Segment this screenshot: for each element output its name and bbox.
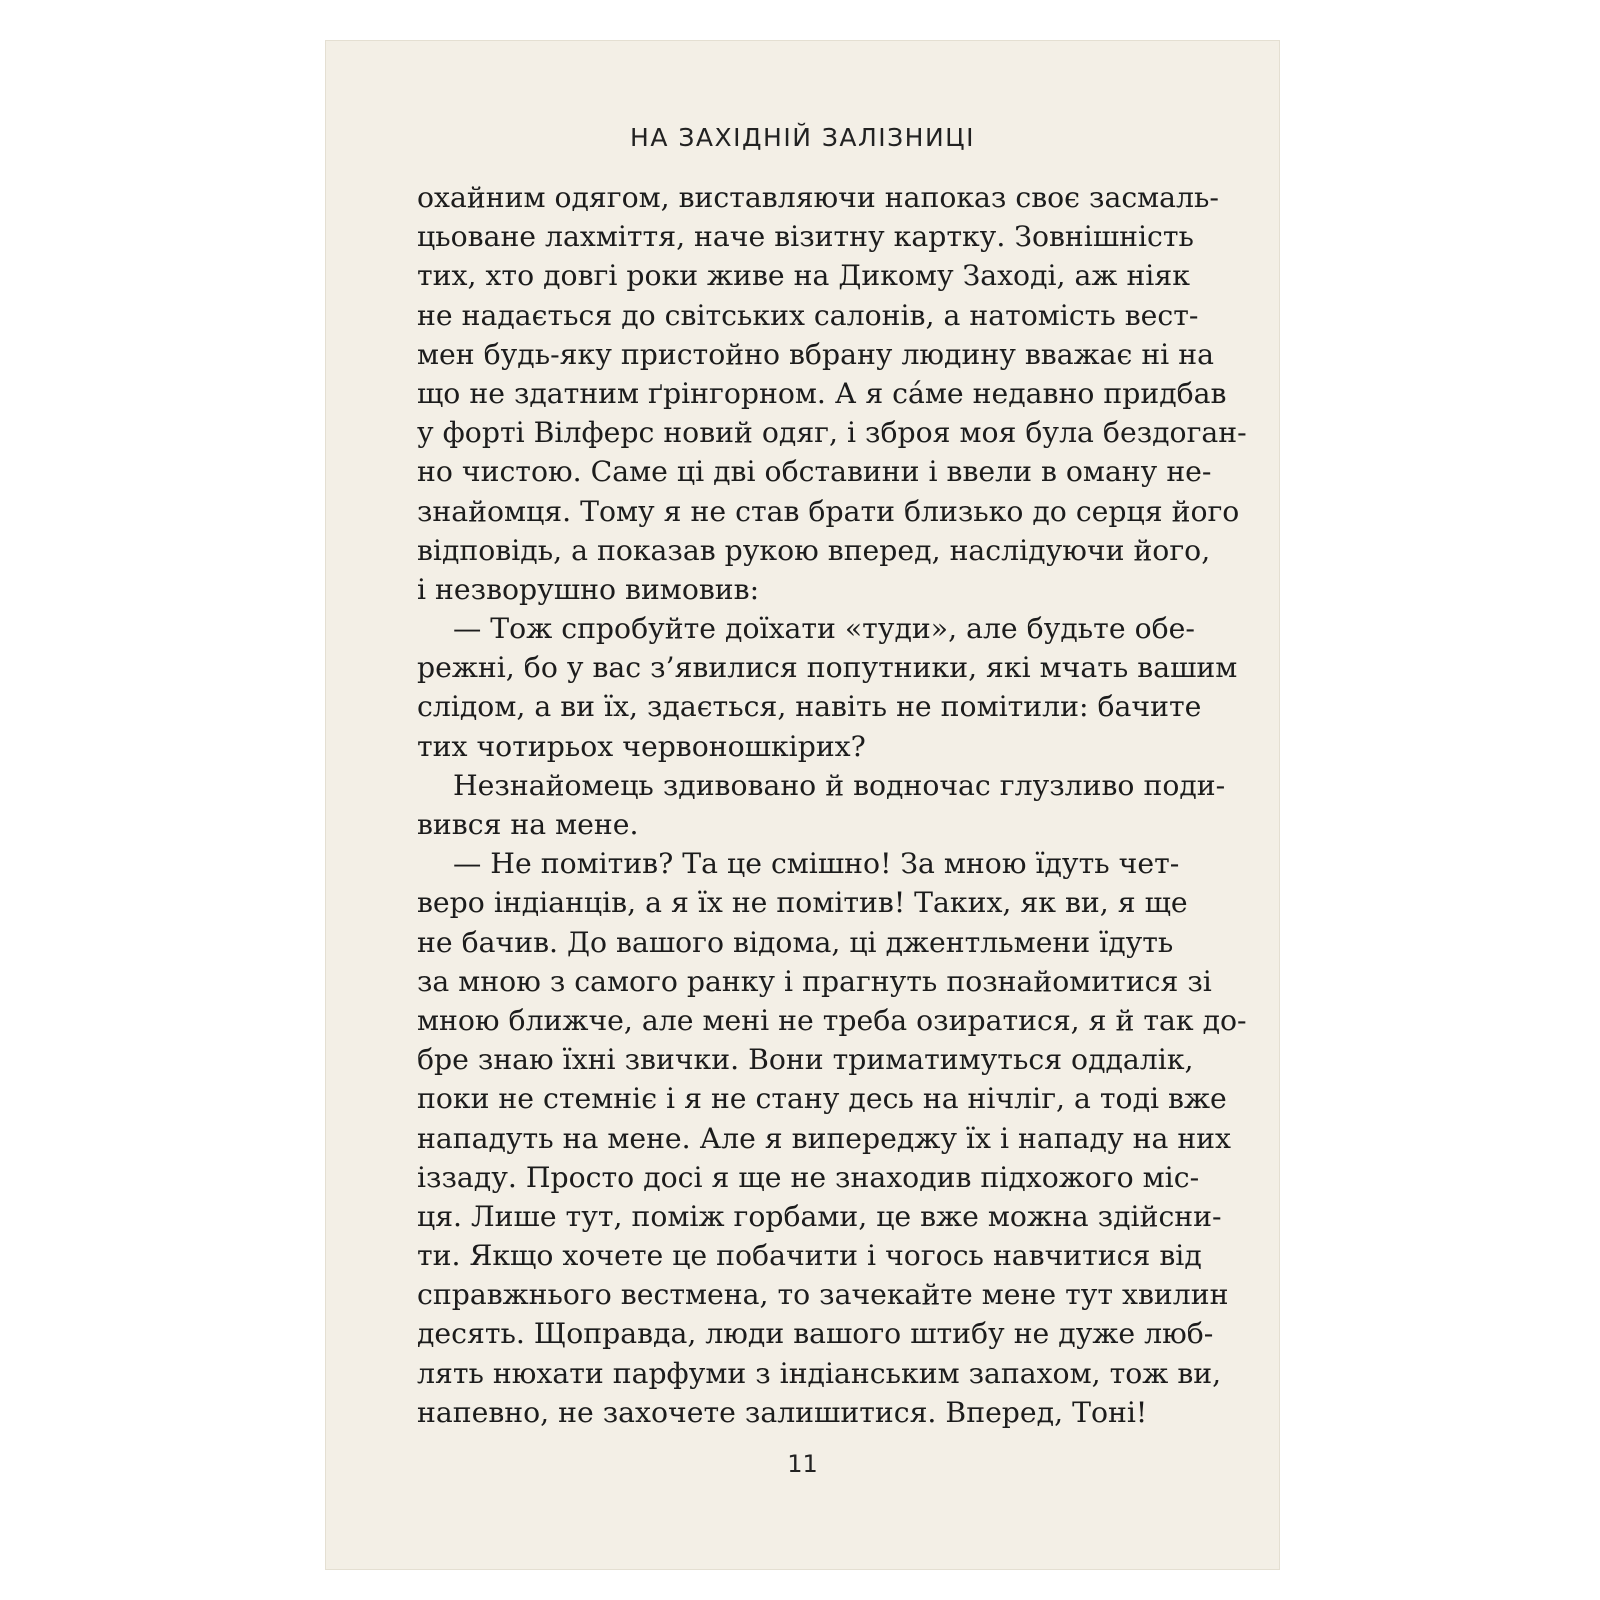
- text-line: відповідь, а показав рукою вперед, наслідуючи його,: [417, 533, 1211, 567]
- text-line: охайним одягом, виставляючи напоказ своє засмаль-: [417, 181, 1219, 214]
- text-line: лять нюхати парфуми з індіанським запахом, тож ви,: [417, 1356, 1222, 1390]
- text-line: нападуть на мене. Але я випереджу їх і нападу на них: [417, 1121, 1231, 1155]
- dialogue-line: — Не помітив? Та це смішно! За мною їдуть чет-: [453, 847, 1180, 881]
- text-line: і незворушно вимовив:: [417, 572, 760, 606]
- text-line: що не здатним ґрінгорном. А я са́ме недавно придбав: [417, 376, 1227, 410]
- text-line: бре знаю їхні звички. Вони триматимуться оддалік,: [417, 1043, 1194, 1077]
- text-line: но чистою. Саме ці дві обставини і ввели в оману не-: [417, 455, 1212, 489]
- text-line: знайомця. Тому я не став брати близько до серця його: [417, 494, 1240, 528]
- text-line: режні, бо у вас з’явилися попутники, які мчать вашим: [417, 651, 1238, 685]
- text-line: цьоване лахміття, наче візитну картку. Зовнішність: [417, 220, 1194, 254]
- text-line: десять. Щоправда, люди вашого штибу не дуже люб-: [417, 1317, 1214, 1351]
- text-line: напевно, не захочете залишитися. Вперед, Тоні!: [417, 1395, 1148, 1429]
- text-line: ти. Якщо хочете це побачити і чогось навчитися від: [417, 1239, 1202, 1273]
- book-page: [325, 40, 1280, 1570]
- text-line: тих, хто довгі роки живе на Дикому Заході, аж ніяк: [417, 259, 1190, 293]
- text-line: вився на мене.: [417, 808, 639, 841]
- text-line: мною ближче, але мені не треба озиратися, я й так до-: [417, 1003, 1247, 1037]
- text-line: веро індіанців, а я їх не помітив! Таких, як ви, я ще: [417, 886, 1188, 920]
- body-text: [417, 178, 1247, 1432]
- page-number: 11: [787, 1450, 818, 1478]
- text-line: слідом, а ви їх, здається, навіть не помітили: бачите: [417, 690, 1202, 724]
- paragraph-start-line: Незнайомець здивовано й водночас глузливо поди-: [453, 768, 1226, 802]
- text-line: справжнього вестмена, то зачекайте мене тут хвилин: [417, 1278, 1229, 1312]
- text-line: іззаду. Просто досі я ще не знаходив підхожого міс-: [417, 1160, 1200, 1194]
- text-line: тих чотирьох червоношкірих?: [417, 729, 866, 763]
- running-title: НА ЗАХІДНІЙ ЗАЛІЗНИЦІ: [630, 123, 975, 152]
- dialogue-line: — Тож спробуйте доїхати «туди», але будьте обе-: [453, 612, 1195, 646]
- text-line: не бачив. До вашого відома, ці джентльмени їдуть: [417, 925, 1174, 959]
- text-line: за мною з самого ранку і прагнуть познайомитися зі: [417, 964, 1212, 998]
- text-line: не надається до світських салонів, а натомість вест-: [417, 298, 1199, 332]
- text-line: мен будь-яку пристойно вбрану людину вважає ні на: [417, 337, 1214, 371]
- text-line: у форті Вілферс новий одяг, і зброя моя була бездоган-: [417, 416, 1247, 450]
- text-line: поки не стемніє і я не стану десь на нічліг, а тоді вже: [417, 1082, 1227, 1116]
- text-line: ця. Лише тут, поміж горбами, це вже можна здійсни-: [417, 1199, 1222, 1233]
